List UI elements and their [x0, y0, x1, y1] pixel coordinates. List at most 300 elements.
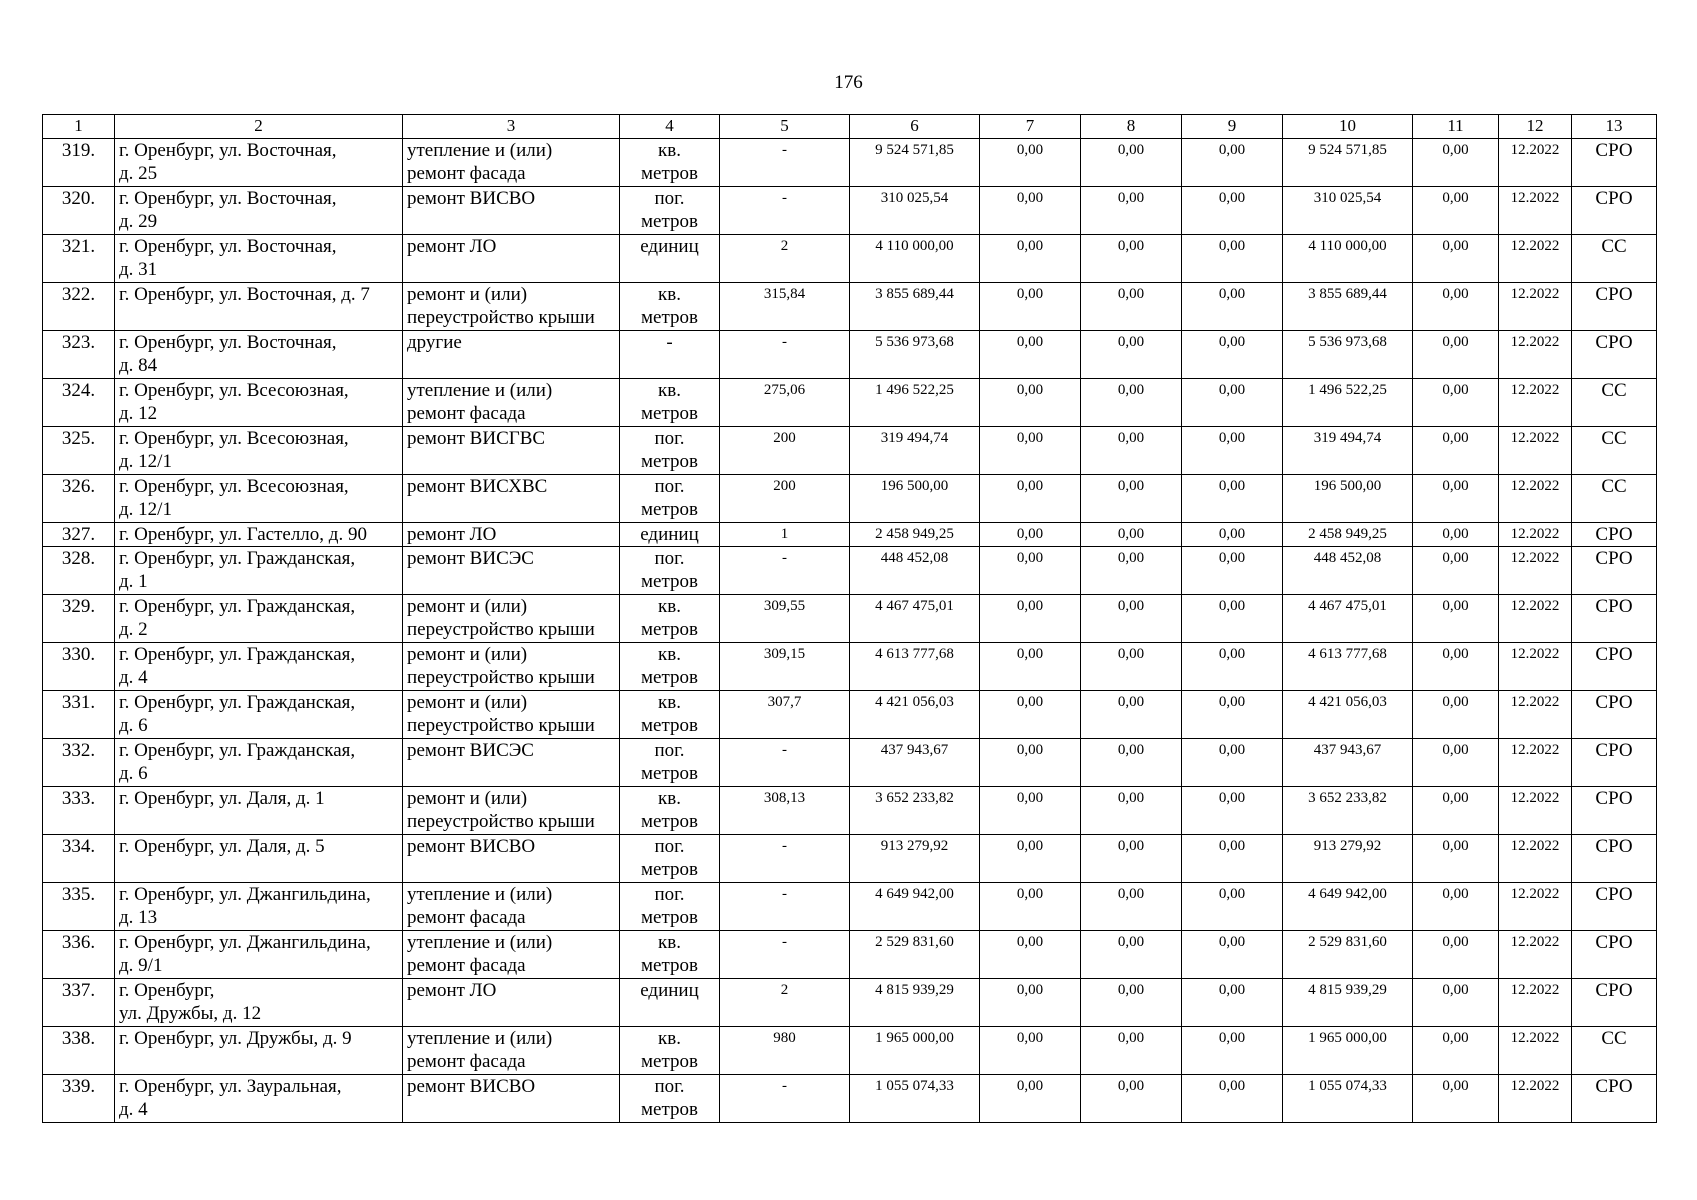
column-10-cell	[1283, 835, 1413, 883]
column-number-header-row	[43, 115, 1657, 139]
work-type-cell	[403, 835, 620, 883]
address-cell	[115, 547, 403, 595]
fund-method-cell-text: СРО	[1595, 932, 1633, 953]
column-9-cell-text: 0,00	[1218, 478, 1246, 494]
quantity-cell	[720, 139, 850, 187]
row-number	[43, 283, 115, 331]
work-type-cell	[403, 187, 620, 235]
completion-date-cell-text: 12.2022	[1510, 190, 1560, 206]
total-cost-cell-text: 913 279,92	[880, 838, 949, 854]
fund-method-cell-text: СРО	[1595, 1076, 1633, 1097]
column-11-cell	[1413, 1075, 1499, 1123]
column-11-cell	[1413, 931, 1499, 979]
quantity-cell-text: 308,13	[763, 790, 806, 806]
column-8-cell-text: 0,00	[1117, 838, 1145, 854]
address-cell	[115, 427, 403, 475]
fund-method-cell-text: СРО	[1595, 548, 1633, 569]
column-11-cell-text: 0,00	[1442, 382, 1469, 398]
column-10-cell-text: 9 524 571,85	[1308, 142, 1387, 158]
row-number-text: 331.	[61, 692, 96, 713]
column-10-cell-text: 1 965 000,00	[1308, 1030, 1387, 1046]
column-10-cell-text: 3 652 233,82	[1308, 790, 1387, 806]
column-10-cell	[1283, 883, 1413, 931]
row-number	[43, 595, 115, 643]
unit-cell-text: метров	[641, 619, 698, 640]
column-8-cell	[1081, 739, 1182, 787]
column-7-cell-text: 0,00	[1016, 286, 1044, 302]
fund-method-cell	[1572, 427, 1657, 475]
fund-method-cell-text: СРО	[1595, 644, 1633, 665]
completion-date-cell-text: 12.2022	[1510, 886, 1560, 902]
unit-cell	[620, 235, 720, 283]
unit-cell-text: кв.	[658, 380, 681, 401]
column-11-cell-text: 0,00	[1442, 334, 1469, 350]
column-8-cell-text: 0,00	[1117, 982, 1145, 998]
unit-cell	[620, 523, 720, 547]
fund-method-cell-text: СРО	[1595, 836, 1633, 857]
column-7-cell	[980, 979, 1081, 1027]
column-10-cell	[1283, 523, 1413, 547]
fund-method-cell	[1572, 835, 1657, 883]
work-type-cell-text: переустройство крыши	[407, 811, 595, 832]
quantity-cell	[720, 475, 850, 523]
total-cost-cell	[850, 427, 980, 475]
column-11-cell-text: 0,00	[1442, 526, 1469, 542]
column-10-cell-text: 4 613 777,68	[1308, 646, 1387, 662]
column-7-cell	[980, 883, 1081, 931]
table-row	[43, 691, 1657, 739]
completion-date-cell-text: 12.2022	[1510, 934, 1560, 950]
address-cell	[115, 691, 403, 739]
table-row	[43, 523, 1657, 547]
total-cost-cell-text: 4 421 056,03	[875, 694, 954, 710]
completion-date-cell-text: 12.2022	[1510, 646, 1560, 662]
completion-date-cell-text: 12.2022	[1510, 478, 1560, 494]
total-cost-cell-text: 1 965 000,00	[875, 1030, 954, 1046]
unit-cell-text: кв.	[658, 284, 681, 305]
fund-method-cell-text: СРО	[1595, 284, 1633, 305]
unit-cell-text: метров	[641, 1099, 698, 1120]
unit-cell-text: кв.	[658, 140, 681, 161]
row-number-text: 337.	[61, 980, 96, 1001]
column-header-1: 1	[43, 115, 115, 139]
work-type-cell-text: ремонт ЛО	[407, 980, 497, 1001]
column-11-cell	[1413, 883, 1499, 931]
total-cost-cell	[850, 595, 980, 643]
column-10-cell	[1283, 427, 1413, 475]
quantity-cell-text: 307,7	[767, 694, 802, 710]
address-cell-text: г. Оренбург, ул. Гражданская,	[119, 548, 356, 569]
column-8-cell-text: 0,00	[1117, 886, 1145, 902]
work-type-cell-text: ремонт и (или)	[407, 692, 528, 713]
table-row	[43, 883, 1657, 931]
address-cell-text: г. Оренбург, ул. Даля, д. 1	[119, 788, 325, 809]
column-8-cell	[1081, 427, 1182, 475]
completion-date-cell	[1499, 427, 1572, 475]
quantity-cell	[720, 835, 850, 883]
fund-method-cell-text: СС	[1601, 476, 1627, 497]
fund-method-cell	[1572, 235, 1657, 283]
row-number	[43, 139, 115, 187]
column-10-cell	[1283, 1027, 1413, 1075]
total-cost-cell	[850, 475, 980, 523]
column-11-cell-text: 0,00	[1442, 694, 1469, 710]
column-9-cell-text: 0,00	[1218, 142, 1246, 158]
column-10-cell	[1283, 283, 1413, 331]
row-number-text: 319.	[61, 140, 96, 161]
unit-cell-text: -	[666, 332, 673, 353]
row-number-text: 328.	[61, 548, 96, 569]
unit-cell-text: единиц	[640, 980, 699, 1001]
table-row	[43, 187, 1657, 235]
work-type-cell-text: ремонт фасада	[407, 955, 526, 976]
completion-date-cell-text: 12.2022	[1510, 142, 1560, 158]
quantity-cell-text: 1	[780, 526, 789, 542]
address-cell-text: д. 13	[119, 907, 158, 928]
total-cost-cell	[850, 1075, 980, 1123]
column-9-cell-text: 0,00	[1218, 886, 1246, 902]
column-10-cell	[1283, 235, 1413, 283]
total-cost-cell	[850, 787, 980, 835]
work-type-cell	[403, 283, 620, 331]
work-type-cell	[403, 883, 620, 931]
total-cost-cell	[850, 691, 980, 739]
unit-cell	[620, 787, 720, 835]
completion-date-cell	[1499, 283, 1572, 331]
completion-date-cell	[1499, 835, 1572, 883]
column-10-cell	[1283, 643, 1413, 691]
address-cell-text: д. 4	[119, 1099, 148, 1120]
total-cost-cell	[850, 523, 980, 547]
completion-date-cell-text: 12.2022	[1510, 550, 1560, 566]
column-11-cell-text: 0,00	[1442, 838, 1469, 854]
column-7-cell	[980, 739, 1081, 787]
column-11-cell-text: 0,00	[1442, 982, 1469, 998]
row-number	[43, 475, 115, 523]
column-10-cell	[1283, 739, 1413, 787]
fund-method-cell-text: СС	[1601, 236, 1627, 257]
row-number-text: 326.	[61, 476, 96, 497]
work-type-cell-text: ремонт ВИСЭС	[407, 740, 534, 761]
column-header-11: 11	[1413, 115, 1499, 139]
row-number	[43, 379, 115, 427]
fund-method-cell-text: СС	[1601, 380, 1627, 401]
column-9-cell	[1182, 379, 1283, 427]
table-row	[43, 835, 1657, 883]
column-8-cell-text: 0,00	[1117, 238, 1145, 254]
column-11-cell-text: 0,00	[1442, 790, 1469, 806]
unit-cell-text: кв.	[658, 644, 681, 665]
column-10-cell-text: 4 421 056,03	[1308, 694, 1387, 710]
column-7-cell-text: 0,00	[1016, 934, 1044, 950]
column-9-cell-text: 0,00	[1218, 550, 1246, 566]
work-type-cell-text: ремонт фасада	[407, 1051, 526, 1072]
quantity-cell	[720, 283, 850, 331]
row-number	[43, 739, 115, 787]
work-type-cell	[403, 931, 620, 979]
work-type-cell	[403, 1075, 620, 1123]
column-7-cell-text: 0,00	[1016, 142, 1044, 158]
table-row	[43, 931, 1657, 979]
unit-cell-text: метров	[641, 907, 698, 928]
fund-method-cell-text: СРО	[1595, 140, 1633, 161]
total-cost-cell-text: 310 025,54	[880, 190, 949, 206]
column-7-cell	[980, 787, 1081, 835]
column-9-cell-text: 0,00	[1218, 238, 1246, 254]
column-9-cell-text: 0,00	[1218, 934, 1246, 950]
column-8-cell-text: 0,00	[1117, 550, 1145, 566]
column-11-cell-text: 0,00	[1442, 886, 1469, 902]
address-cell	[115, 643, 403, 691]
work-type-cell-text: ремонт ВИСХВС	[407, 476, 548, 497]
unit-cell-text: метров	[641, 571, 698, 592]
fund-method-cell-text: СРО	[1595, 884, 1633, 905]
quantity-cell	[720, 427, 850, 475]
table-row	[43, 475, 1657, 523]
address-cell-text: д. 12/1	[119, 499, 172, 520]
column-10-cell-text: 319 494,74	[1313, 430, 1382, 446]
column-7-cell	[980, 643, 1081, 691]
unit-cell-text: метров	[641, 811, 698, 832]
work-type-cell-text: ремонт фасада	[407, 403, 526, 424]
total-cost-cell	[850, 979, 980, 1027]
unit-cell-text: пог.	[654, 548, 685, 569]
column-10-cell	[1283, 979, 1413, 1027]
work-type-cell-text: ремонт ЛО	[407, 524, 497, 545]
completion-date-cell-text: 12.2022	[1510, 598, 1560, 614]
work-type-cell-text: переустройство крыши	[407, 715, 595, 736]
address-cell-text: д. 12/1	[119, 451, 172, 472]
unit-cell-text: метров	[641, 211, 698, 232]
column-10-cell	[1283, 595, 1413, 643]
work-type-cell-text: переустройство крыши	[407, 667, 595, 688]
fund-method-cell	[1572, 979, 1657, 1027]
quantity-cell	[720, 1075, 850, 1123]
address-cell-text: д. 6	[119, 715, 148, 736]
unit-cell-text: метров	[641, 307, 698, 328]
unit-cell-text: пог.	[654, 836, 685, 857]
row-number	[43, 1027, 115, 1075]
address-cell-text: г. Оренбург, ул. Гражданская,	[119, 740, 356, 761]
quantity-cell	[720, 235, 850, 283]
completion-date-cell-text: 12.2022	[1510, 790, 1560, 806]
column-8-cell-text: 0,00	[1117, 646, 1145, 662]
unit-cell-text: единиц	[640, 236, 699, 257]
quantity-cell-text: -	[782, 742, 787, 758]
address-cell	[115, 187, 403, 235]
column-9-cell-text: 0,00	[1218, 334, 1246, 350]
column-11-cell	[1413, 379, 1499, 427]
column-11-cell-text: 0,00	[1442, 934, 1469, 950]
row-number	[43, 523, 115, 547]
column-11-cell	[1413, 235, 1499, 283]
unit-cell-text: пог.	[654, 476, 685, 497]
column-9-cell	[1182, 523, 1283, 547]
work-type-cell-text: утепление и (или)	[407, 380, 553, 401]
column-11-cell-text: 0,00	[1442, 598, 1469, 614]
column-11-cell	[1413, 283, 1499, 331]
column-7-cell	[980, 595, 1081, 643]
row-number-text: 333.	[61, 788, 96, 809]
repair-program-table	[42, 114, 1657, 1123]
unit-cell-text: кв.	[658, 692, 681, 713]
column-11-cell-text: 0,00	[1442, 286, 1469, 302]
unit-cell	[620, 187, 720, 235]
total-cost-cell-text: 3 652 233,82	[875, 790, 954, 806]
address-cell-text: д. 29	[119, 211, 158, 232]
column-header-10: 10	[1283, 115, 1413, 139]
quantity-cell	[720, 979, 850, 1027]
completion-date-cell-text: 12.2022	[1510, 694, 1560, 710]
column-7-cell-text: 0,00	[1016, 1030, 1044, 1046]
column-11-cell	[1413, 1027, 1499, 1075]
column-8-cell-text: 0,00	[1117, 382, 1145, 398]
work-type-cell-text: ремонт и (или)	[407, 644, 528, 665]
column-8-cell	[1081, 139, 1182, 187]
unit-cell-text: единиц	[640, 524, 699, 545]
address-cell-text: г. Оренбург, ул. Восточная, д. 7	[119, 284, 370, 305]
total-cost-cell	[850, 379, 980, 427]
column-7-cell-text: 0,00	[1016, 694, 1044, 710]
work-type-cell-text: переустройство крыши	[407, 619, 595, 640]
column-11-cell	[1413, 643, 1499, 691]
row-number	[43, 547, 115, 595]
row-number	[43, 883, 115, 931]
column-7-cell	[980, 835, 1081, 883]
work-type-cell-text: переустройство крыши	[407, 307, 595, 328]
fund-method-cell	[1572, 1027, 1657, 1075]
completion-date-cell	[1499, 235, 1572, 283]
column-8-cell	[1081, 643, 1182, 691]
column-7-cell	[980, 547, 1081, 595]
fund-method-cell	[1572, 1075, 1657, 1123]
unit-cell-text: метров	[641, 499, 698, 520]
table-row	[43, 643, 1657, 691]
total-cost-cell-text: 2 458 949,25	[875, 526, 954, 542]
column-8-cell-text: 0,00	[1117, 742, 1145, 758]
work-type-cell	[403, 523, 620, 547]
row-number-text: 332.	[61, 740, 96, 761]
column-header-8: 8	[1081, 115, 1182, 139]
column-10-cell-text: 2 529 831,60	[1308, 934, 1387, 950]
fund-method-cell	[1572, 595, 1657, 643]
column-9-cell-text: 0,00	[1218, 598, 1246, 614]
column-10-cell-text: 1 055 074,33	[1308, 1078, 1387, 1094]
column-11-cell	[1413, 595, 1499, 643]
column-11-cell-text: 0,00	[1442, 430, 1469, 446]
row-number-text: 335.	[61, 884, 96, 905]
quantity-cell	[720, 547, 850, 595]
column-11-cell	[1413, 547, 1499, 595]
column-7-cell-text: 0,00	[1016, 526, 1044, 542]
column-11-cell	[1413, 187, 1499, 235]
unit-cell-text: пог.	[654, 188, 685, 209]
work-type-cell-text: утепление и (или)	[407, 1028, 553, 1049]
column-10-cell	[1283, 1075, 1413, 1123]
column-9-cell	[1182, 787, 1283, 835]
row-number-text: 330.	[61, 644, 96, 665]
unit-cell-text: метров	[641, 859, 698, 880]
total-cost-cell-text: 4 613 777,68	[875, 646, 954, 662]
fund-method-cell-text: СРО	[1595, 332, 1633, 353]
unit-cell	[620, 379, 720, 427]
address-cell	[115, 931, 403, 979]
column-11-cell-text: 0,00	[1442, 190, 1469, 206]
completion-date-cell	[1499, 883, 1572, 931]
total-cost-cell-text: 1 055 074,33	[875, 1078, 954, 1094]
column-8-cell-text: 0,00	[1117, 526, 1145, 542]
total-cost-cell	[850, 883, 980, 931]
column-11-cell-text: 0,00	[1442, 550, 1469, 566]
address-cell-text: г. Оренбург, ул. Гражданская,	[119, 644, 356, 665]
column-7-cell-text: 0,00	[1016, 382, 1044, 398]
address-cell-text: г. Оренбург, ул. Восточная,	[119, 188, 337, 209]
fund-method-cell	[1572, 547, 1657, 595]
quantity-cell-text: 309,15	[763, 646, 806, 662]
row-number	[43, 691, 115, 739]
address-cell	[115, 883, 403, 931]
total-cost-cell	[850, 139, 980, 187]
row-number	[43, 835, 115, 883]
fund-method-cell	[1572, 475, 1657, 523]
fund-method-cell	[1572, 523, 1657, 547]
row-number	[43, 235, 115, 283]
total-cost-cell-text: 196 500,00	[880, 478, 949, 494]
completion-date-cell	[1499, 547, 1572, 595]
row-number	[43, 787, 115, 835]
table-row	[43, 739, 1657, 787]
total-cost-cell-text: 4 110 000,00	[875, 238, 954, 254]
unit-cell-text: метров	[641, 955, 698, 976]
quantity-cell	[720, 187, 850, 235]
work-type-cell	[403, 235, 620, 283]
total-cost-cell-text: 448 452,08	[880, 550, 949, 566]
quantity-cell	[720, 787, 850, 835]
column-11-cell-text: 0,00	[1442, 1078, 1469, 1094]
column-9-cell	[1182, 595, 1283, 643]
column-10-cell-text: 4 649 942,00	[1308, 886, 1387, 902]
column-8-cell	[1081, 187, 1182, 235]
column-10-cell-text: 4 110 000,00	[1308, 238, 1387, 254]
column-11-cell	[1413, 331, 1499, 379]
completion-date-cell	[1499, 739, 1572, 787]
quantity-cell	[720, 523, 850, 547]
work-type-cell-text: другие	[407, 332, 462, 353]
table-row	[43, 547, 1657, 595]
column-9-cell	[1182, 187, 1283, 235]
address-cell-text: д. 9/1	[119, 955, 163, 976]
address-cell	[115, 331, 403, 379]
column-8-cell	[1081, 979, 1182, 1027]
column-11-cell	[1413, 979, 1499, 1027]
table-row	[43, 1075, 1657, 1123]
quantity-cell	[720, 883, 850, 931]
column-10-cell	[1283, 787, 1413, 835]
address-cell-text: г. Оренбург, ул. Восточная,	[119, 140, 337, 161]
quantity-cell-text: -	[782, 190, 787, 206]
total-cost-cell	[850, 235, 980, 283]
column-9-cell	[1182, 1075, 1283, 1123]
row-number-text: 339.	[61, 1076, 96, 1097]
column-10-cell-text: 3 855 689,44	[1308, 286, 1387, 302]
table-row	[43, 139, 1657, 187]
column-10-cell	[1283, 691, 1413, 739]
column-9-cell-text: 0,00	[1218, 742, 1246, 758]
address-cell-text: г. Оренбург, ул. Даля, д. 5	[119, 836, 325, 857]
row-number-text: 320.	[61, 188, 96, 209]
row-number-text: 327.	[61, 524, 96, 545]
completion-date-cell	[1499, 1027, 1572, 1075]
